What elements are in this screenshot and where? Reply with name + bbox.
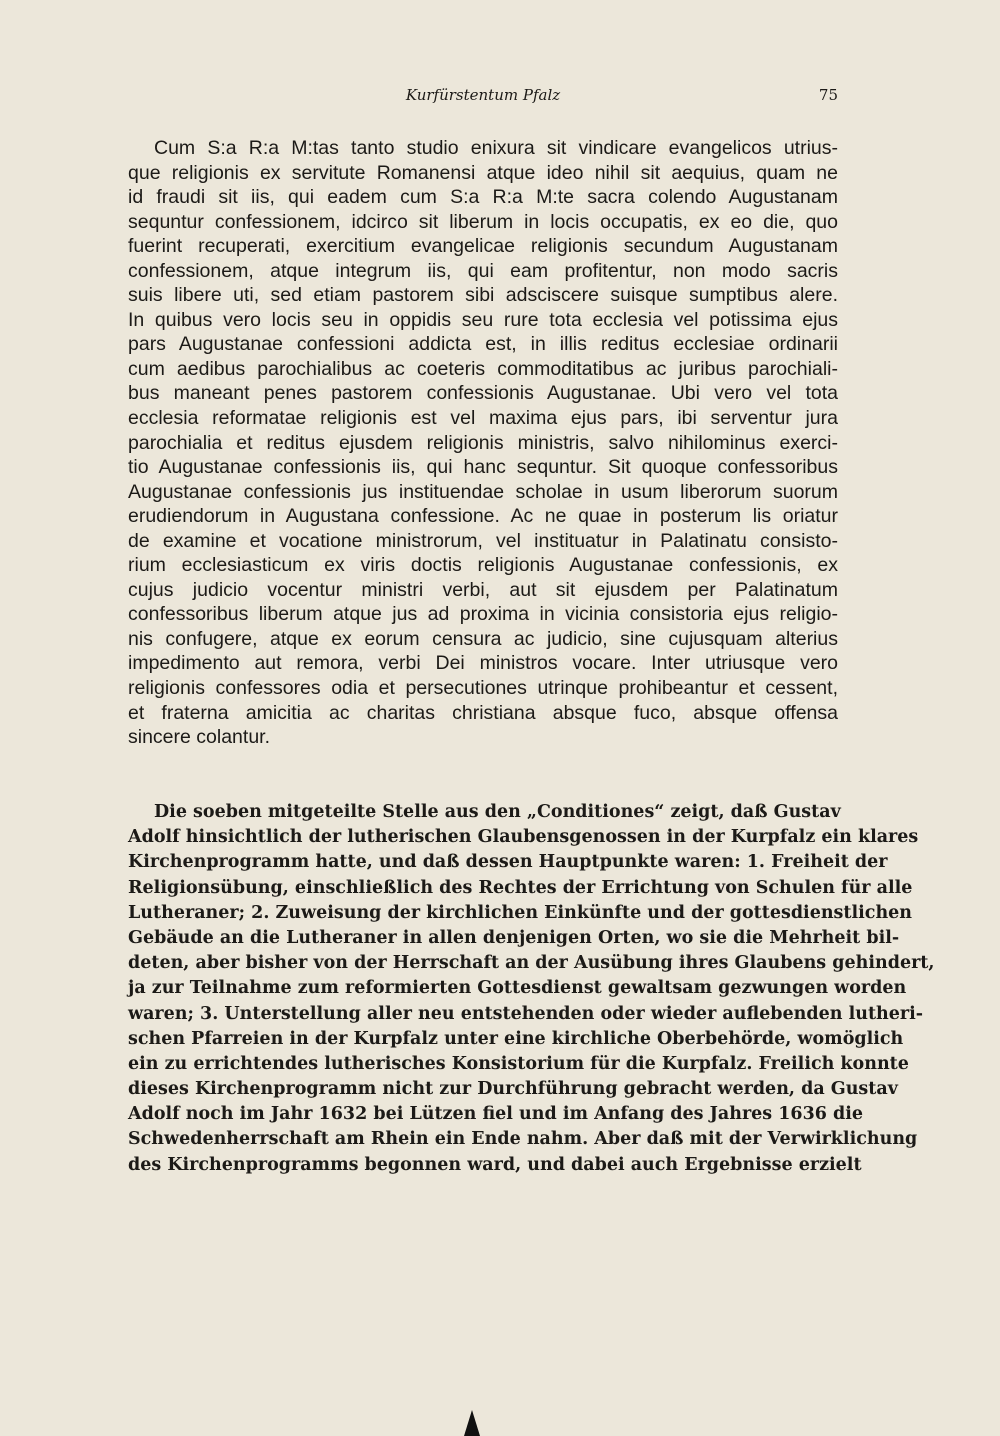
- text-line: schen Pfarreien in der Kurpfalz unter eine kirchliche Oberbehörde, womöglich: [128, 1028, 904, 1049]
- text-line: suis libere uti, sed etiam pastorem sibi adsciscere suisque sumptibus alere.: [128, 284, 838, 307]
- scan-marker-icon: [464, 1410, 480, 1436]
- text-line: Schwedenherrschaft am Rhein ein Ende nahm. Aber daß mit der Verwirklichung: [128, 1129, 918, 1150]
- text-line: Kirchenprogramm hatte, und daß dessen Hauptpunkte waren: 1. Freiheit der: [128, 852, 888, 873]
- text-line: et fraterna amicitia ac charitas christiana absque fuco, absque offensa: [128, 701, 838, 724]
- page-number: 75: [818, 86, 838, 104]
- text-line: impedimento aut remora, verbi Dei ministros vocare. Inter utriusque vero: [128, 652, 838, 675]
- text-line: Religionsübung, einschließlich des Rechtes der Errichtung von Schulen für alle: [128, 877, 913, 898]
- running-header: [128, 86, 838, 110]
- text-line: deten, aber bisher von der Herrschaft an der Ausübung ihres Glaubens gehindert,: [128, 953, 935, 974]
- text-line: waren; 3. Unterstellung aller neu entstehenden oder wieder auflebenden lutheri-: [128, 1003, 924, 1024]
- text-line: Lutheraner; 2. Zuweisung der kirchlichen Einkünfte und der gottesdienstlichen: [128, 902, 913, 923]
- text-line: erudiendorum in Augustana confessione. Ac ne quae in posterum lis oriatur: [128, 505, 838, 528]
- text-line: bus maneant penes pastorem confessionis Augustanae. Ubi vero vel tota: [128, 382, 838, 405]
- text-line: rium ecclesiasticum ex viris doctis religionis Augustanae confessionis, ex: [128, 554, 838, 577]
- text-line: parochialia et reditus ejusdem religionis ministris, salvo nihilominus exerci-: [128, 431, 838, 454]
- text-line: sequntur confessionem, idcirco sit liberum in locis occupatis, ex eo die, quo: [128, 210, 838, 233]
- text-line: Die soeben mitgeteilte Stelle aus den „Conditiones“ zeigt, daß Gustav: [154, 802, 841, 822]
- text-line: Cum S:a R:a M:tas tanto studio enixura sit vindicare evangelicos utrius-: [154, 137, 838, 159]
- text-line: confessoribus liberum atque jus ad proxima in vicinia consistoria ejus religio-: [128, 603, 838, 626]
- text-line: fuerint recuperati, exercitium evangelicae religionis secundum Augustanam: [128, 235, 838, 258]
- text-line: tio Augustanae confessionis iis, qui hanc sequntur. Sit quoque confessoribus: [128, 456, 838, 479]
- running-title: Kurfürstentum Pfalz: [405, 86, 561, 104]
- text-line: que religionis ex servitute Romanensi atque ideo nihil sit aequius, quam ne: [128, 161, 838, 184]
- text-line: religionis confessores odia et persecutiones utrinque prohibeantur et cessent,: [128, 677, 838, 700]
- text-line: de examine et vocatione ministrorum, vel instituatur in Palatinatu consisto-: [128, 529, 838, 552]
- text-line: sincere colantur.: [128, 726, 270, 749]
- text-line: des Kirchenprogramms begonnen ward, und dabei auch Ergebnisse erzielt: [128, 1154, 862, 1175]
- text-line: pars Augustanae confessioni addicta est, in illis reditus ecclesiae ordinarii: [128, 333, 838, 356]
- text-line: ja zur Teilnahme zum reformierten Gottesdienst gewaltsam gezwungen worden: [128, 978, 907, 999]
- german-paragraph: [128, 800, 935, 1178]
- text-line: cujus judicio vocentur ministri verbi, aut sit ejusdem per Palatinatum: [128, 578, 838, 601]
- text-line: Adolf hinsichtlich der lutherischen Glaubensgenossen in der Kurpfalz ein klares: [128, 827, 919, 848]
- text-line: cum aedibus parochialibus ac coeteris commoditatibus ac juribus parochiali-: [128, 357, 838, 380]
- text-line: nis confugere, atque ex eorum censura ac judicio, sine cujusquam alterius: [128, 627, 838, 650]
- text-line: dieses Kirchenprogramm nicht zur Durchführung gebracht werden, da Gustav: [128, 1079, 898, 1100]
- text-line: Gebäude an die Lutheraner in allen denjenigen Orten, wo sie die Mehrheit bil-: [128, 927, 900, 948]
- text-line: id fraudi sit iis, qui eadem cum S:a R:a M:te sacra colendo Augustanam: [128, 186, 838, 209]
- text-line: Adolf noch im Jahr 1632 bei Lützen fiel und im Anfang des Jahres 1636 die: [128, 1104, 864, 1125]
- text-line: confessionem, atque integrum iis, qui eam profitentur, non modo sacris: [128, 259, 838, 282]
- text-line: In quibus vero locis seu in oppidis seu rure tota ecclesia vel potissima ejus: [128, 308, 838, 331]
- latin-quotation: [128, 136, 838, 750]
- text-line: Augustanae confessionis jus instituendae scholae in usum liberorum suorum: [128, 480, 838, 503]
- text-line: ecclesia reformatae religionis est vel maxima ejus pars, ibi serventur jura: [128, 407, 838, 430]
- text-line: ein zu errichtendes lutherisches Konsistorium für die Kurpfalz. Freilich konnte: [128, 1053, 909, 1074]
